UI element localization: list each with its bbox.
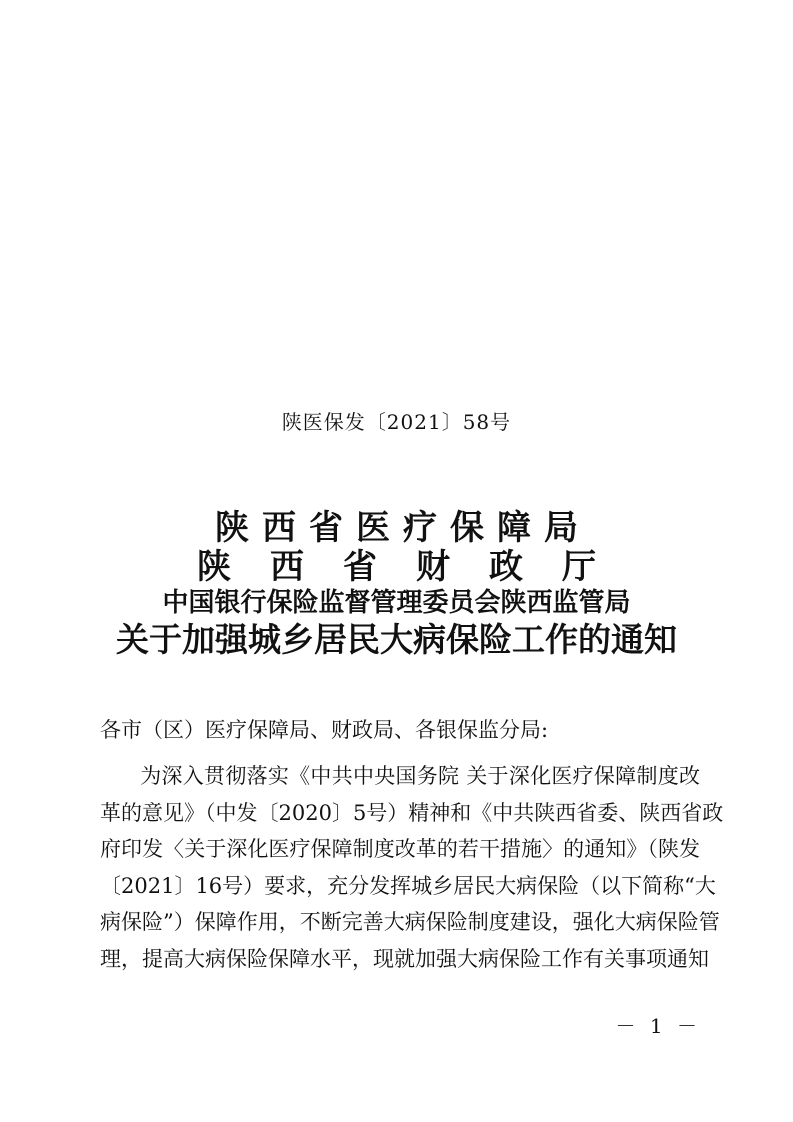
page-number: － 1 － bbox=[615, 1014, 701, 1038]
body-line-text: 为深入贯彻落实《中共中央国务院 关于深化医疗保障制度改 bbox=[140, 764, 700, 788]
salutation: 各市（区）医疗保障局、财政局、各银保监分局: bbox=[100, 718, 549, 742]
body-paragraph bbox=[100, 758, 724, 977]
body-line: 府印发〈关于深化医疗保障制度改革的若干措施〉的通知》（陕发 bbox=[100, 837, 700, 861]
body-line: 病保险”）保障作用，不断完善大病保险制度建设，强化大病保险管 bbox=[100, 910, 720, 934]
body-line: 理，提高大病保险保障水平，现就加强大病保险工作有关事项通知 bbox=[100, 946, 709, 971]
body-line: 〔2021〕16号）要求，充分发挥城乡居民大病保险（以下简称“大 bbox=[100, 873, 716, 898]
body-line: 革的意见》（中发〔2020〕5号）精神和《中共陕西省委、陕西省政 bbox=[100, 800, 724, 825]
issuer-cbirc-shaanxi: 中国银行保险监督管理委员会陕西监管局 bbox=[162, 588, 631, 618]
issuer-finance-department: 陕西省财政厅 bbox=[197, 547, 635, 587]
issuer-medical-security-bureau: 陕西省医疗保障局 bbox=[215, 508, 591, 548]
document-title: 关于加强城乡居民大病保险工作的通知 bbox=[116, 620, 677, 659]
body-line bbox=[100, 758, 700, 795]
document-number: 陕医保发〔2021〕58号 bbox=[281, 410, 512, 434]
